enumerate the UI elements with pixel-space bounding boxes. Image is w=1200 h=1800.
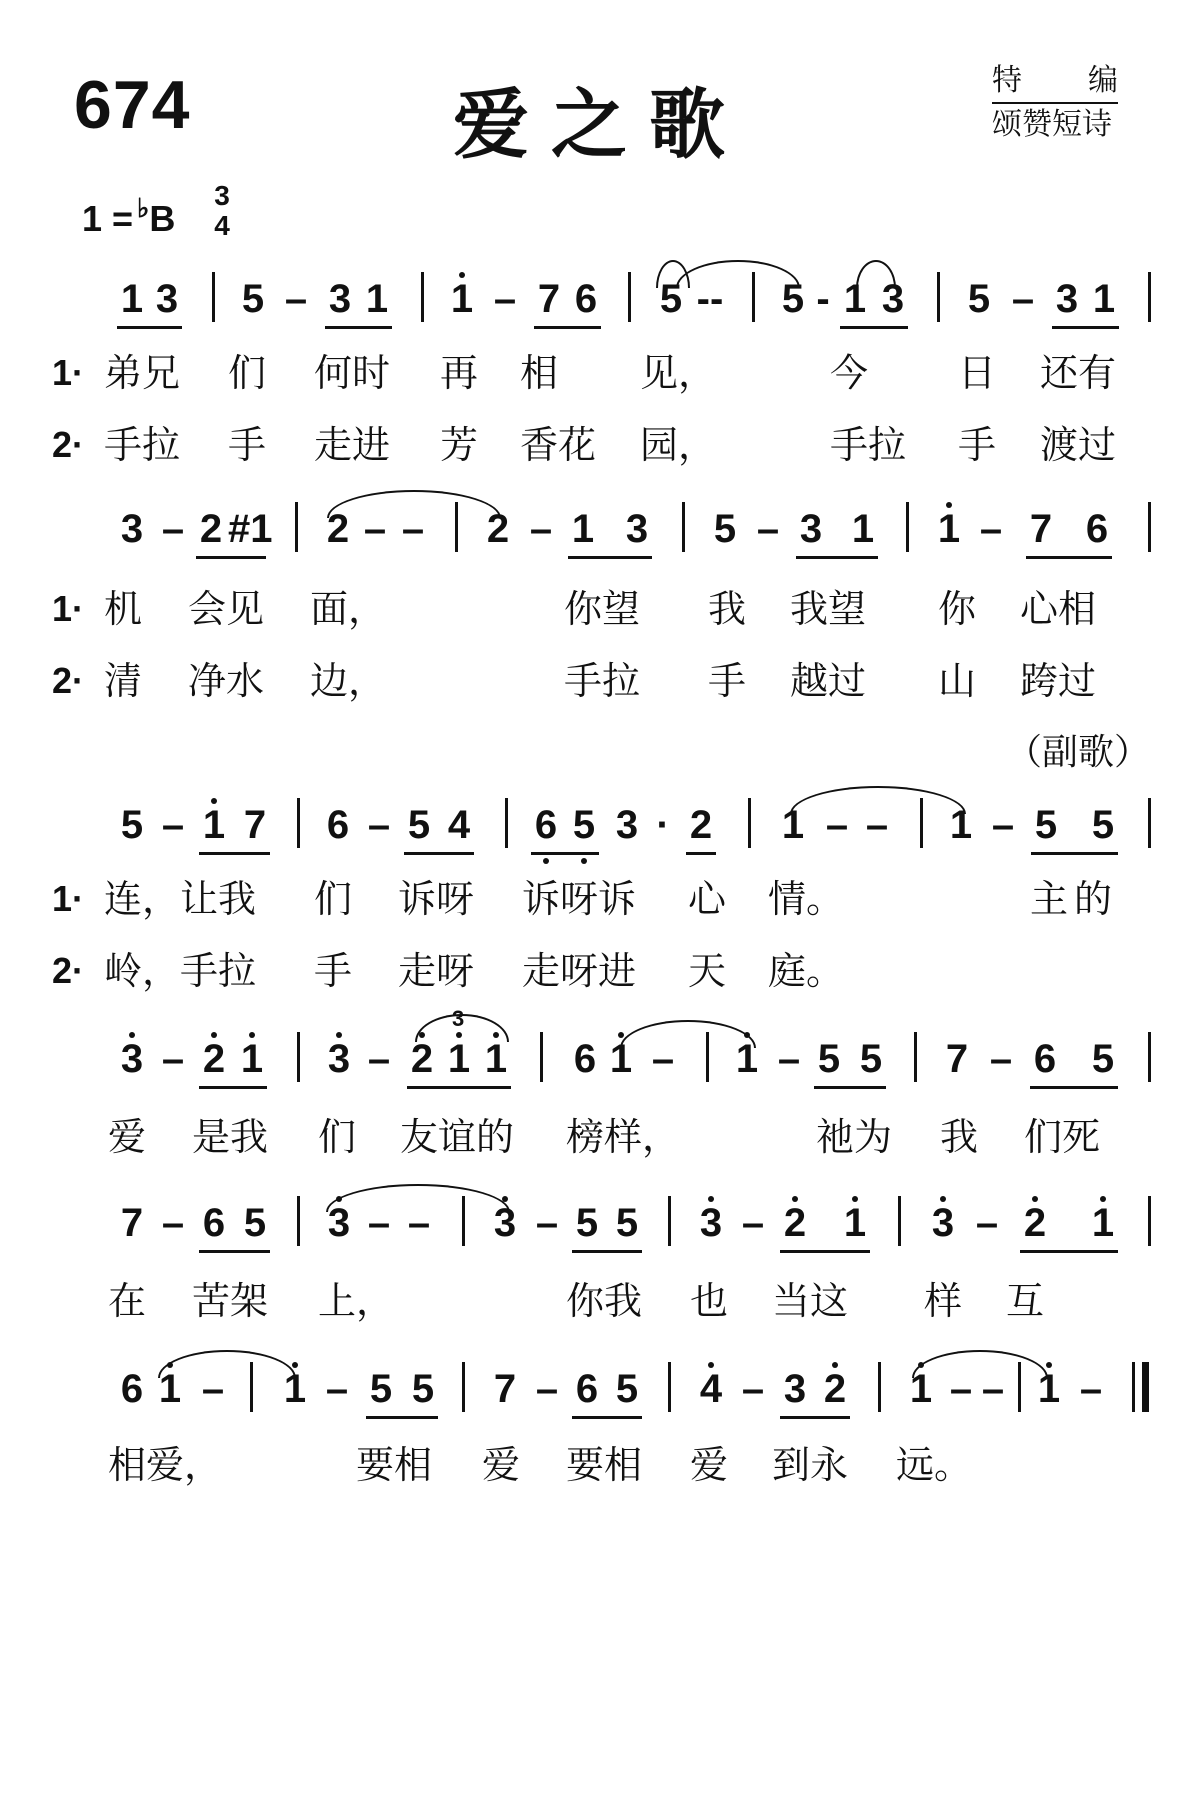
lyric-word: 要相 [566, 1443, 643, 1487]
note: 2 [1023, 1201, 1047, 1245]
lyric-word: 心 [688, 877, 727, 921]
note: 5 [615, 1367, 639, 1411]
staff-system-6 [0, 1350, 1200, 1420]
lyric-word: 还有 [1040, 351, 1117, 395]
bar-line [628, 272, 631, 322]
lyric-word: 跨过 [1020, 659, 1097, 703]
note: – [493, 277, 517, 321]
note: 2 [823, 1367, 847, 1411]
note: 5 [243, 1201, 267, 1245]
beam-underline [196, 556, 266, 559]
lyric-word: 我 [940, 1115, 979, 1159]
lyric-line [0, 648, 1200, 718]
note: 5 [1091, 803, 1115, 847]
lyric-word: 手拉 [564, 659, 641, 703]
beam-underline [840, 326, 908, 329]
note: 1 [909, 1367, 933, 1411]
lyric-word: 净水 [188, 659, 265, 703]
note: 5 [1091, 1037, 1115, 1081]
note: 1 [949, 803, 973, 847]
bar-line [297, 798, 300, 848]
bar-line [250, 1362, 253, 1412]
note: #1 [228, 507, 273, 551]
note: 1 [1091, 1201, 1115, 1245]
lyric-word: 要相 [356, 1443, 433, 1487]
note: - [816, 277, 830, 321]
note: 7 [945, 1037, 969, 1081]
note: 3 [327, 1201, 351, 1245]
lyric-word: 何时 [314, 351, 391, 395]
note: 2 [326, 507, 350, 551]
note: – [363, 507, 387, 551]
octave-low-dot [581, 858, 587, 864]
credit-source: 颂赞短诗 [992, 107, 1112, 142]
note: 5 [859, 1037, 883, 1081]
note: 3 [699, 1201, 723, 1245]
lyric-word: 主 [1030, 877, 1069, 921]
lyric-line [0, 1268, 1200, 1338]
verse-number: 1· [52, 588, 85, 629]
note: – [401, 507, 425, 551]
note: 6 [573, 1037, 597, 1081]
key-note: B [149, 198, 176, 239]
note: 3 [931, 1201, 955, 1245]
bar-line [682, 502, 685, 552]
note: 7 [243, 803, 267, 847]
beam-underline [531, 852, 599, 855]
lyric-word: 香花 [520, 423, 597, 467]
note: 5 [659, 277, 683, 321]
note: – [1079, 1367, 1103, 1411]
lyric-word: 清 [104, 659, 143, 703]
note: 5 [1034, 803, 1058, 847]
lyric-word: 连，让我 [104, 877, 257, 921]
lyric-word: 爱 [108, 1115, 147, 1159]
lyric-word: 们 [318, 1115, 357, 1159]
beam-underline [572, 1416, 642, 1419]
note: 5 [407, 803, 431, 847]
time-top: 3 [214, 180, 230, 211]
beam-underline [199, 1250, 270, 1253]
note: – [865, 803, 889, 847]
beam-underline [199, 1086, 267, 1089]
beam-underline [199, 852, 270, 855]
lyric-word: 互 [1006, 1279, 1045, 1323]
bar-line [1142, 1362, 1149, 1412]
lyric-line [0, 938, 1200, 1008]
verse-number: 2· [52, 950, 85, 991]
bar-line [295, 502, 298, 552]
lyric-word: 手拉 [830, 423, 907, 467]
lyric-word: 走呀进 [522, 949, 637, 993]
bar-line [898, 1196, 901, 1246]
note: 4 [447, 803, 471, 847]
lyric-word: 边， [310, 659, 387, 703]
note: 3 [493, 1201, 517, 1245]
note: 1 [450, 277, 474, 321]
note: 6 [202, 1201, 226, 1245]
staff-system-4 [0, 1006, 1200, 1090]
hymn-number: 674 [74, 67, 191, 143]
note: – [161, 507, 185, 551]
octave-low-dot [543, 858, 549, 864]
beam-underline [1026, 556, 1112, 559]
note: -- [696, 277, 724, 321]
lyric-word: 诉呀 [398, 877, 475, 921]
note: – [989, 1037, 1013, 1081]
note: 5 [967, 277, 991, 321]
note: – [741, 1367, 765, 1411]
note: 1 [240, 1037, 264, 1081]
bar-line [1148, 1196, 1151, 1246]
note: – [161, 1037, 185, 1081]
lyric-word: 渡过 [1040, 423, 1117, 467]
key-prefix: 1 = [82, 198, 134, 239]
bar-line [421, 272, 424, 322]
lyric-word: 心相 [1020, 587, 1097, 631]
note: 1 [1037, 1367, 1061, 1411]
beam-underline [1020, 1250, 1118, 1253]
note: – [991, 803, 1015, 847]
note: 6 [534, 803, 558, 847]
note: 3 [120, 507, 144, 551]
note: 3 [783, 1367, 807, 1411]
credit [992, 60, 1118, 146]
lyric-word: 情。 [768, 877, 845, 921]
staff-system-5 [0, 1184, 1200, 1254]
bar-line [297, 1032, 300, 1082]
note: 5 [615, 1201, 639, 1245]
lyric-word: 弟兄 [104, 351, 181, 395]
note: – [529, 507, 553, 551]
verse-number: 2· [52, 424, 85, 465]
bar-line [668, 1196, 671, 1246]
note: – [1011, 277, 1035, 321]
note: 3 [881, 277, 905, 321]
verse-number: 1· [52, 352, 85, 393]
note: 1 [484, 1037, 508, 1081]
lyric-word: 的 [1074, 877, 1113, 921]
lyric-word: 在 [108, 1279, 147, 1323]
bar-line [937, 272, 940, 322]
note: 5 [817, 1037, 841, 1081]
beam-underline [534, 326, 601, 329]
bar-line [914, 1032, 917, 1082]
bar-line [540, 1032, 543, 1082]
bar-line [748, 798, 751, 848]
bar-line [1148, 1032, 1151, 1082]
lyric-word: 日 [958, 351, 997, 395]
note: 7 [120, 1201, 144, 1245]
note: 2 [783, 1201, 807, 1245]
lyric-word: 苦架 [192, 1279, 269, 1323]
bar-line [297, 1196, 300, 1246]
note: 7 [537, 277, 561, 321]
staff-system-1 [0, 260, 1200, 330]
note: 1 [781, 803, 805, 847]
note: 3 [328, 277, 352, 321]
lyric-word: 岭，手拉 [104, 949, 257, 993]
lyric-word: 庭。 [768, 949, 845, 993]
triplet-mark: 3 [452, 1006, 465, 1031]
note: – [535, 1367, 559, 1411]
note: – [161, 1201, 185, 1245]
staff-system-2 [0, 490, 1200, 560]
note: 1 [1092, 277, 1116, 321]
note: – [407, 1201, 431, 1245]
bar-line [1132, 1362, 1135, 1412]
staff-system-3 [0, 786, 1200, 856]
note: 2 [199, 507, 223, 551]
note: 1 [571, 507, 595, 551]
note: – [979, 507, 1003, 551]
note: – [949, 1367, 973, 1411]
lyric-word: 样 [924, 1279, 963, 1323]
lyric-word: 走进 [314, 423, 391, 467]
key-signature [82, 180, 230, 241]
note: – [367, 1201, 391, 1245]
note: 7 [493, 1367, 517, 1411]
time-signature [210, 181, 234, 241]
note: 1 [202, 803, 226, 847]
note: 3 [1055, 277, 1079, 321]
song-title: 爱之歌 [453, 80, 747, 169]
beam-underline [568, 556, 652, 559]
lyric-word: 爱 [690, 1443, 729, 1487]
lyric-line [0, 412, 1200, 482]
lyric-word: 园， [640, 423, 717, 467]
lyric-word: 手拉 [104, 423, 181, 467]
beam-underline [1031, 852, 1118, 855]
lyric-line [0, 866, 1200, 936]
bar-line [505, 798, 508, 848]
beam-underline [404, 852, 474, 855]
note: – [201, 1367, 225, 1411]
note: 3 [155, 277, 179, 321]
bar-line [706, 1032, 709, 1082]
note: 1 [843, 277, 867, 321]
note: 2 [689, 803, 713, 847]
note: 6 [1085, 507, 1109, 551]
bar-line [462, 1196, 465, 1246]
lyric-word: 我望 [790, 587, 867, 631]
note: 5 [572, 803, 596, 847]
note: 4 [699, 1367, 723, 1411]
lyric-word: 榜样， [566, 1115, 681, 1159]
note: 1 [283, 1367, 307, 1411]
lyric-word: 见， [640, 351, 717, 395]
lyric-word: 手 [708, 659, 747, 703]
note: – [651, 1037, 675, 1081]
verse-number: 2· [52, 660, 85, 701]
beam-underline [1030, 1086, 1118, 1089]
beam-underline [796, 556, 878, 559]
note: 3 [120, 1037, 144, 1081]
note: 2 [486, 507, 510, 551]
note: – [367, 803, 391, 847]
note: 6 [1033, 1037, 1057, 1081]
lyric-word: 到永 [772, 1443, 849, 1487]
lyric-word: 你望 [564, 587, 641, 631]
lyric-word: 爱 [482, 1443, 521, 1487]
lyric-word: 们 [314, 877, 353, 921]
note: 5 [411, 1367, 435, 1411]
flat-icon: ♭ [137, 193, 150, 223]
beam-underline [366, 1416, 438, 1419]
note: 5 [241, 277, 265, 321]
beam-underline [780, 1250, 870, 1253]
bar-line [1148, 502, 1151, 552]
note: 3 [327, 1037, 351, 1081]
note: – [284, 277, 308, 321]
lyric-word: 走呀 [398, 949, 475, 993]
note: · [656, 803, 670, 847]
note: 5 [369, 1367, 393, 1411]
lyric-word: 芳 [440, 423, 479, 467]
note: 1 [937, 507, 961, 551]
bar-line [668, 1362, 671, 1412]
note: 7 [1029, 507, 1053, 551]
lyric-word: 机 [104, 587, 143, 631]
note: 1 [447, 1037, 471, 1081]
note: 5 [781, 277, 805, 321]
lyric-word: 也 [690, 1279, 729, 1323]
beam-underline [117, 326, 182, 329]
lyric-word: 是我 [192, 1115, 269, 1159]
bar-line [878, 1362, 881, 1412]
note: – [535, 1201, 559, 1245]
bar-line [455, 502, 458, 552]
lyric-line [0, 1432, 1200, 1502]
lyric-word: 面， [310, 587, 387, 631]
bar-line [1148, 798, 1151, 848]
lyric-word: 会见 [188, 587, 265, 631]
lyric-word: 相 [520, 351, 559, 395]
note: 2 [410, 1037, 434, 1081]
lyric-word: 天 [688, 949, 727, 993]
beam-underline [686, 852, 716, 855]
note: 1 [851, 507, 875, 551]
beam-underline [780, 1416, 850, 1419]
lyric-word: 当这 [772, 1279, 849, 1323]
lyric-word: 友谊的 [400, 1115, 515, 1159]
lyric-word: 再 [440, 351, 479, 395]
note: 3 [625, 507, 649, 551]
lyric-word: 上， [318, 1279, 395, 1323]
note: 6 [120, 1367, 144, 1411]
beam-underline [572, 1250, 642, 1253]
beam-underline [407, 1086, 511, 1089]
note: – [975, 1201, 999, 1245]
lyric-word: 我 [708, 587, 747, 631]
note: 6 [574, 277, 598, 321]
note: – [741, 1201, 765, 1245]
lyric-word: 今 [830, 351, 869, 395]
note: 3 [799, 507, 823, 551]
beam-underline [325, 326, 392, 329]
note: – [367, 1037, 391, 1081]
beam-underline [1052, 326, 1119, 329]
chorus-marker: （副歌） [1006, 732, 1151, 773]
bar-line [212, 272, 215, 322]
lyric-word: 手 [958, 423, 997, 467]
bar-line [920, 798, 923, 848]
verse-number: 1· [52, 878, 85, 919]
lyric-word: 诉呀诉 [522, 877, 637, 921]
note: 5 [575, 1201, 599, 1245]
note: – [825, 803, 849, 847]
note: 6 [326, 803, 350, 847]
note: – [756, 507, 780, 551]
bar-line [462, 1362, 465, 1412]
bar-line [906, 502, 909, 552]
bar-line [1018, 1362, 1021, 1412]
credit-arranger-b: 编 [1088, 63, 1118, 98]
note: 1 [843, 1201, 867, 1245]
note: – [325, 1367, 349, 1411]
note: – [981, 1367, 1005, 1411]
lyric-word: 手 [314, 949, 353, 993]
lyric-word: 山 [938, 659, 977, 703]
note: 1 [609, 1037, 633, 1081]
lyric-word: 你我 [566, 1279, 643, 1323]
lyric-word: 越过 [790, 659, 867, 703]
lyric-word: 们死 [1024, 1115, 1101, 1159]
lyric-line [0, 576, 1200, 646]
note: 6 [575, 1367, 599, 1411]
bar-line [1148, 272, 1151, 322]
note: 1 [158, 1367, 182, 1411]
note: 3 [615, 803, 639, 847]
bar-line [752, 272, 755, 322]
lyric-line [0, 1104, 1200, 1174]
note: 1 [735, 1037, 759, 1081]
note: 1 [365, 277, 389, 321]
note: – [161, 803, 185, 847]
lyric-word: 远。 [896, 1443, 973, 1487]
note: 5 [120, 803, 144, 847]
note: 2 [202, 1037, 226, 1081]
lyric-word: 们 [228, 351, 267, 395]
note: 1 [120, 277, 144, 321]
lyric-line [0, 340, 1200, 410]
note: 5 [713, 507, 737, 551]
lyric-word: 你 [938, 587, 977, 631]
lyric-word: 相爱， [108, 1443, 223, 1487]
lyric-word: 手 [228, 423, 267, 467]
beam-underline [814, 1086, 886, 1089]
lyric-word: 祂为 [816, 1115, 893, 1159]
time-bottom: 4 [214, 210, 230, 241]
credit-arranger-a: 特 [992, 63, 1022, 98]
note: – [777, 1037, 801, 1081]
